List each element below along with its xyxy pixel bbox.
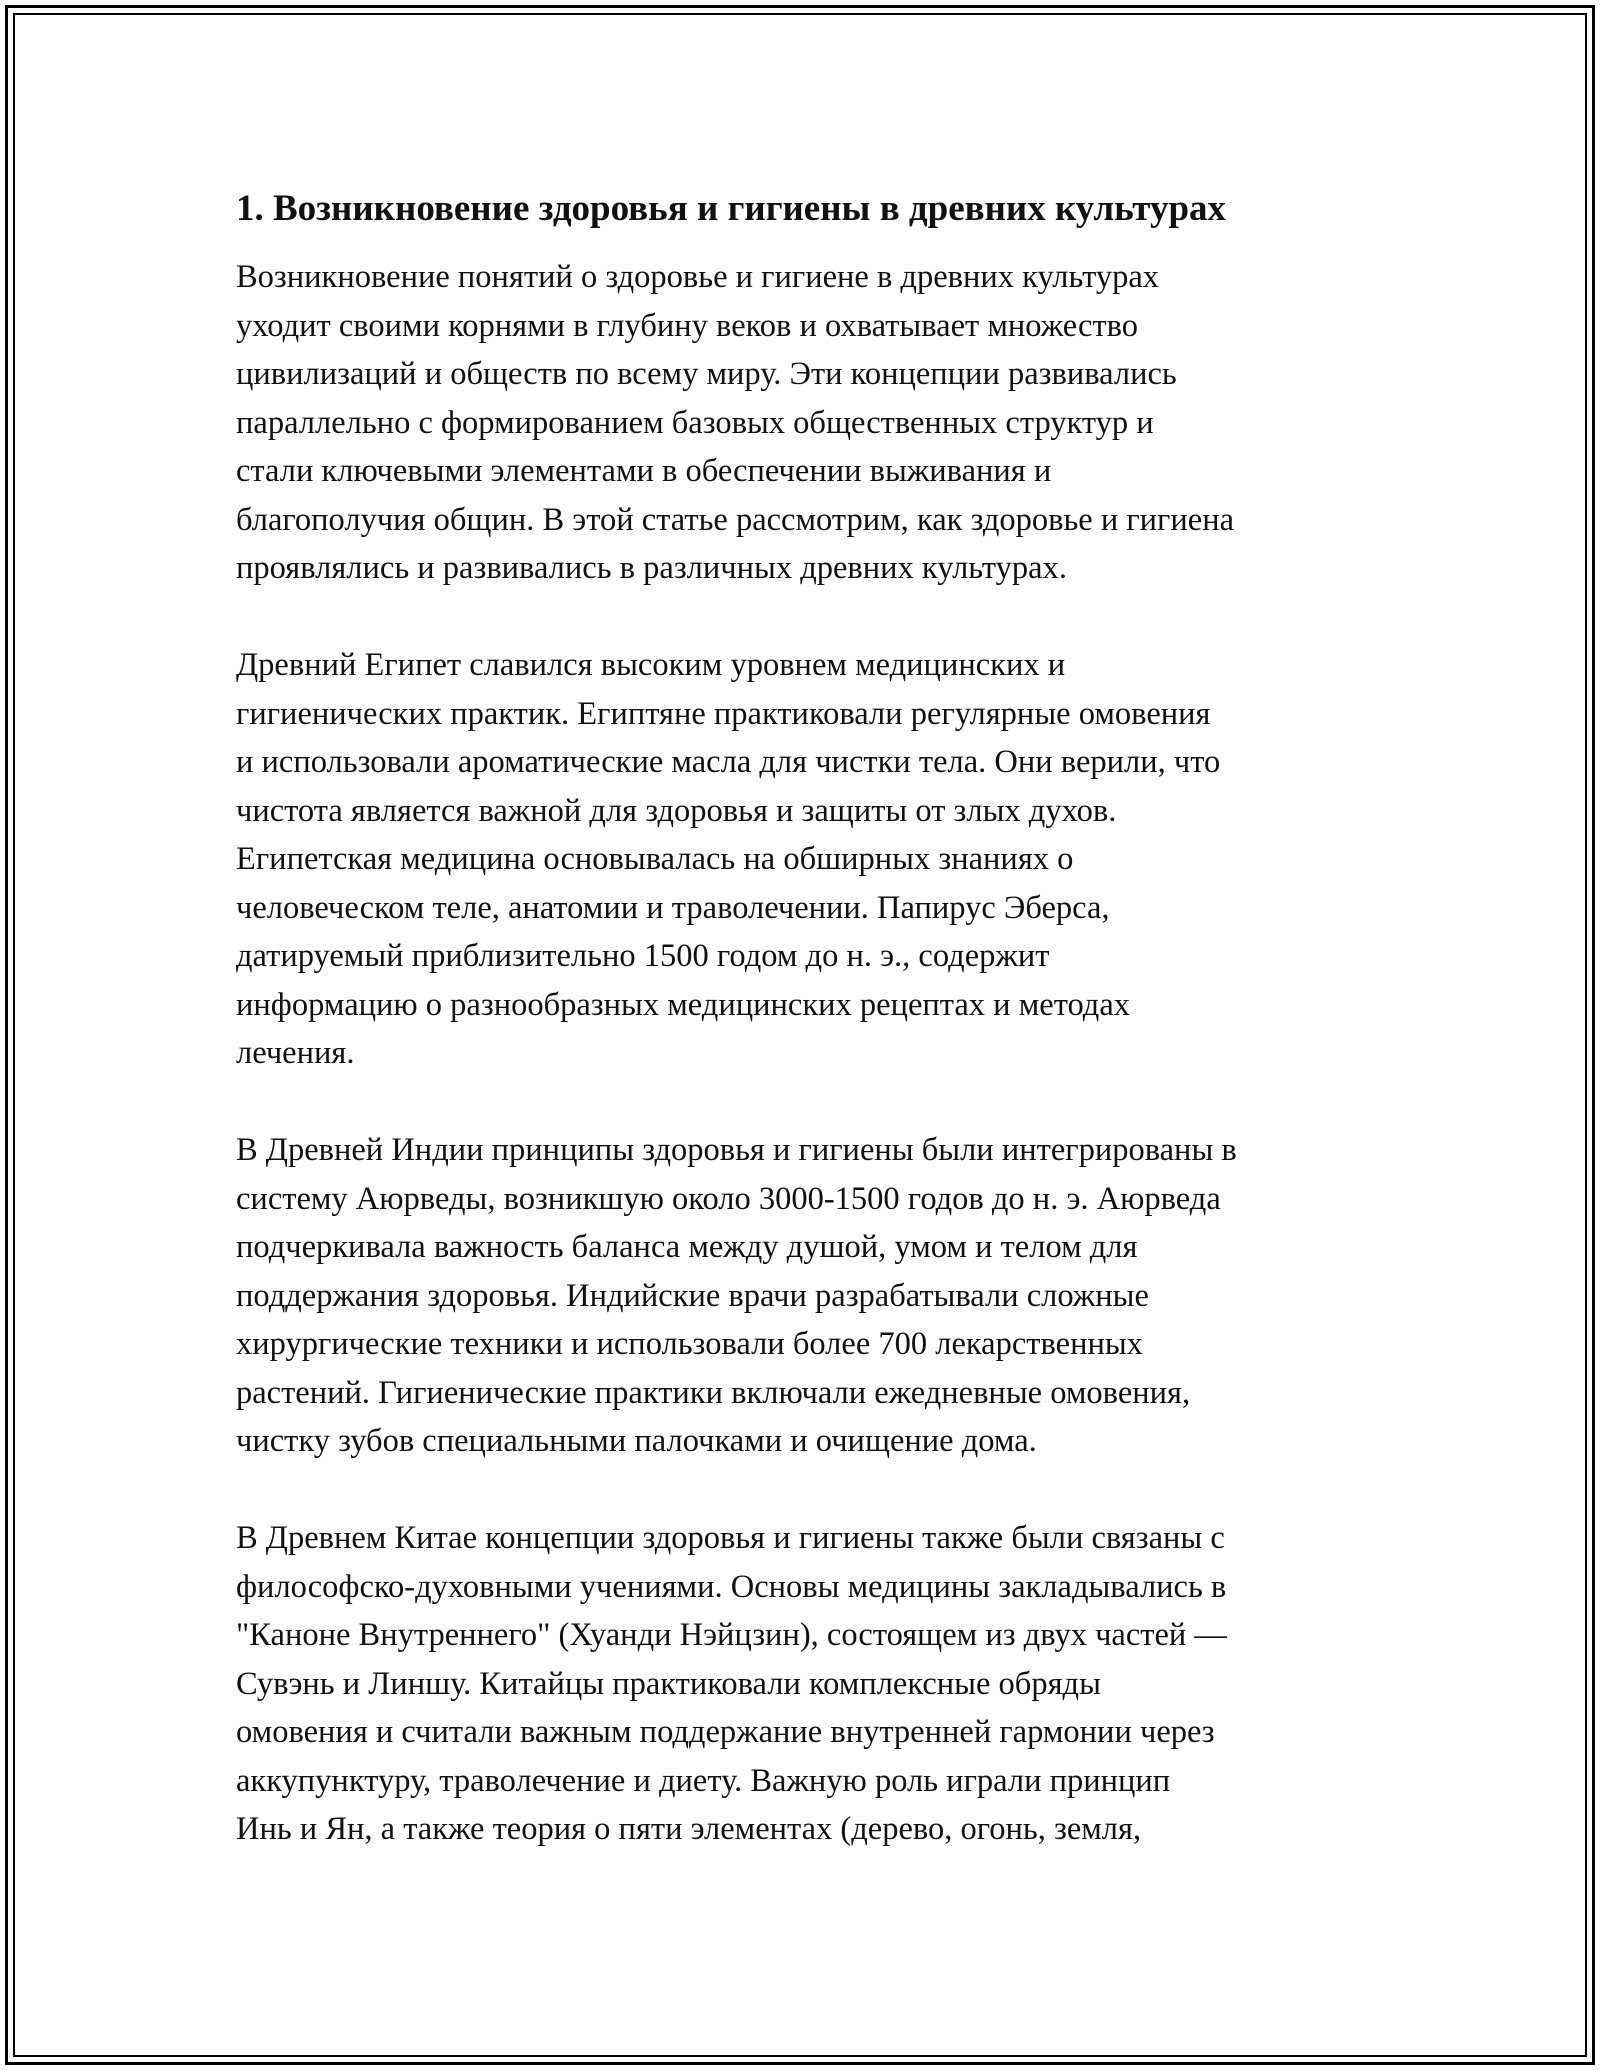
text-line: стали ключевыми элементами в обеспечении выживания и (236, 453, 1052, 489)
text-line: информацию о разнообразных медицинских рецептах и методах (236, 986, 1130, 1023)
paragraph-intro (236, 253, 1376, 593)
text-line: Древний Египет славился высоким уровнем медицинских и (236, 647, 1066, 683)
text-line: проявлялись и развивались в различных древних культурах. (236, 550, 1067, 586)
text-line: подчеркивала важность баланса между душой, умом и телом для (236, 1229, 1138, 1265)
paragraph-china (236, 1514, 1376, 1854)
text-line: В Древнем Китае концепции здоровья и гигиены также были связаны с (236, 1520, 1225, 1556)
text-line: поддержания здоровья. Индийские врачи разрабатывали сложные (236, 1277, 1149, 1314)
text-line: лечения. (236, 1035, 355, 1071)
text-line: чистку зубов специальными палочками и очищение дома. (236, 1423, 1037, 1459)
text-line: растений. Гигиенические практики включали ежедневные омовения, (236, 1374, 1191, 1411)
text-line: человеческом теле, анатомии и траволечении. Папирус Эберса, (236, 889, 1110, 926)
text-line: хирургические техники и использовали более 700 лекарственных (236, 1326, 1143, 1362)
text-line: аккупунктуру, траволечение и диету. Важную роль играли принцип (236, 1762, 1171, 1799)
text-line: датируемый приблизительно 1500 годом до н. э., содержит (236, 938, 1050, 974)
text-line: чистота является важной для здоровья и защиты от злых духов. (236, 792, 1117, 829)
text-line: гигиенических практик. Египтяне практиковали регулярные омовения (236, 695, 1211, 732)
text-line: параллельно с формированием базовых общественных структур и (236, 404, 1154, 441)
text-line: Египетская медицина основывалась на обширных знаниях о (236, 841, 1074, 877)
text-line: благополучия общин. В этой статье рассмотрим, как здоровье и гигиена (236, 501, 1235, 538)
text-line: и использовали ароматические масла для чистки тела. Они верили, что (236, 744, 1221, 780)
text-line: Сувэнь и Линшу. Китайцы практиковали комплексные обряды (236, 1665, 1101, 1702)
text-line: уходит своими корнями в глубину веков и охватывает множество (236, 307, 1139, 344)
text-line: систему Аюрведы, возникшую около 3000-1500 годов до н. э. Аюрведа (236, 1180, 1221, 1217)
document-title: 1. Возникновение здоровья и гигиены в древних культурах (236, 188, 1227, 229)
paragraph-india (236, 1126, 1376, 1466)
text-line: цивилизаций и обществ по всему миру. Эти концепции развивались (236, 356, 1177, 392)
text-line: Инь и Ян, а также теория о пяти элементах (дерево, огонь, земля, (236, 1811, 1142, 1847)
text-line: омовения и считали важным поддержание внутренней гармонии через (236, 1714, 1215, 1750)
text-line: "Каноне Внутреннего" (Хуанди Нэйцзин), состоящем из двух частей — (236, 1617, 1227, 1653)
document-body (236, 185, 1376, 1902)
text-line: философско-духовными учениями. Основы медицины закладывались в (236, 1568, 1227, 1605)
text-line: Возникновение понятий о здоровье и гигиене в древних культурах (236, 259, 1160, 295)
text-line: В Древней Индии принципы здоровья и гигиены были интегрированы в (236, 1132, 1237, 1168)
paragraph-egypt (236, 641, 1376, 1078)
